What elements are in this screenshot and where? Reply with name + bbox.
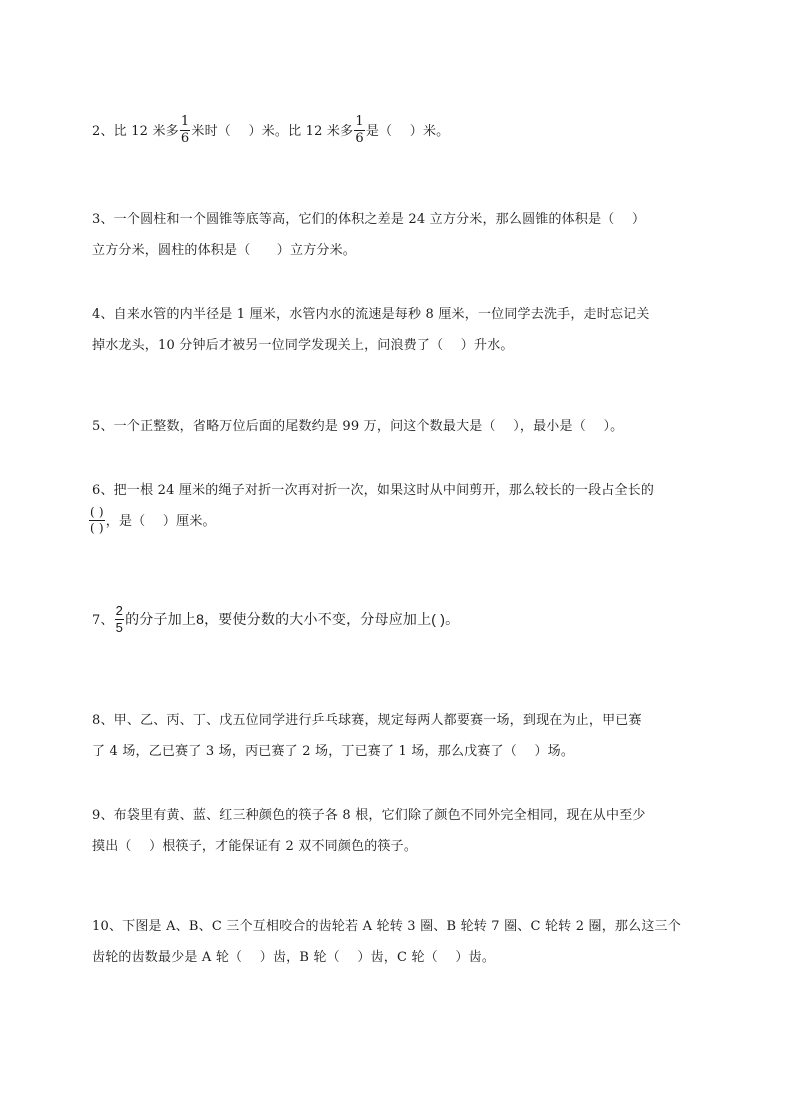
q10-line-2: 齿轮的齿数最少是 A 轮（ ）齿，B 轮（ ）齿，C 轮（ ）齿。 <box>92 950 496 965</box>
question-8 <box>92 705 702 767</box>
q9-line-1: 9、布袋里有黄、蓝、红三种颜色的筷子各 8 根，它们除了颜色不同外完全相同，现在从中至少 <box>92 808 646 823</box>
q6-fraction <box>89 505 105 536</box>
fraction-denominator: ( ) <box>90 521 104 535</box>
fraction-denominator: 5 <box>115 620 124 635</box>
question-7 <box>92 604 702 637</box>
question-4 <box>92 299 702 361</box>
question-3 <box>92 204 702 266</box>
fraction-denominator: 6 <box>180 131 190 146</box>
fraction-numerator: 1 <box>355 114 364 129</box>
q9-line-2: 摸出（ ）根筷子，才能保证有 2 双不同颜色的筷子。 <box>92 839 418 854</box>
question-10 <box>92 911 702 973</box>
q5-line-1: 5、一个正整数，省略万位后面的尾数约是 99 万，问这个数最大是（ ），最小是（ ）。 <box>92 419 624 434</box>
q7-fraction <box>115 603 124 636</box>
q8-line-2: 了 4 场，乙已赛了 3 场，丙已赛了 2 场，丁已赛了 1 场，那么戊赛了（ ）场。 <box>92 744 575 759</box>
q10-line-1: 10、下图是 A、B、C 三个互相咬合的齿轮若 A 轮转 3 圈、B 轮转 7 圈、C 轮转 2 圈，那么这三个 <box>92 919 681 934</box>
question-9 <box>92 800 702 862</box>
q2-text-b: 米时（ ）米。比 12 米多 <box>191 124 354 139</box>
fraction-numerator: ( ) <box>90 505 104 519</box>
q2-fraction-2 <box>354 114 364 147</box>
q7-prefix: 7、 <box>92 613 114 629</box>
q6-line-2 <box>88 506 702 537</box>
question-6 <box>92 475 702 537</box>
question-5 <box>92 411 702 442</box>
q6-line-2-text: ，是（ ）厘米。 <box>105 514 216 529</box>
q6-line-1: 6、把一根 24 厘米的绳子对折一次再对折一次，如果这时从中间剪开，那么较长的一段占全长的 <box>92 483 655 498</box>
q3-line-2: 立方分米，圆柱的体积是（ ）立方分米。 <box>92 243 357 258</box>
q2-text-c: 是（ ）米。 <box>365 124 450 139</box>
q2-fraction-1 <box>180 114 190 147</box>
q4-line-2: 掉水龙头，10 分钟后才被另一位同学发现关上，问浪费了（ ）升水。 <box>92 338 514 353</box>
fraction-denominator: 6 <box>355 131 364 146</box>
q2-text-a: 2、比 12 米多 <box>92 124 179 139</box>
q3-line-1: 3、一个圆柱和一个圆锥等底等高，它们的体积之差是 24 立方分米，那么圆锥的体积是（ ） <box>92 212 646 227</box>
q4-line-1: 4、自来水管的内半径是 1 厘米，水管内水的流速是每秒 8 厘米，一位同学去洗手，走时忘记关 <box>92 307 650 322</box>
question-2 <box>92 115 702 148</box>
fraction-numerator: 2 <box>115 603 124 618</box>
fraction-numerator: 1 <box>180 114 190 129</box>
q8-line-1: 8、甲、乙、丙、丁、戊五位同学进行乒乓球赛，规定每两人都要赛一场，到现在为止，甲已赛 <box>92 713 642 728</box>
q7-text: 的分子加上8，要使分数的大小不变，分母应加上( )。 <box>125 611 460 628</box>
